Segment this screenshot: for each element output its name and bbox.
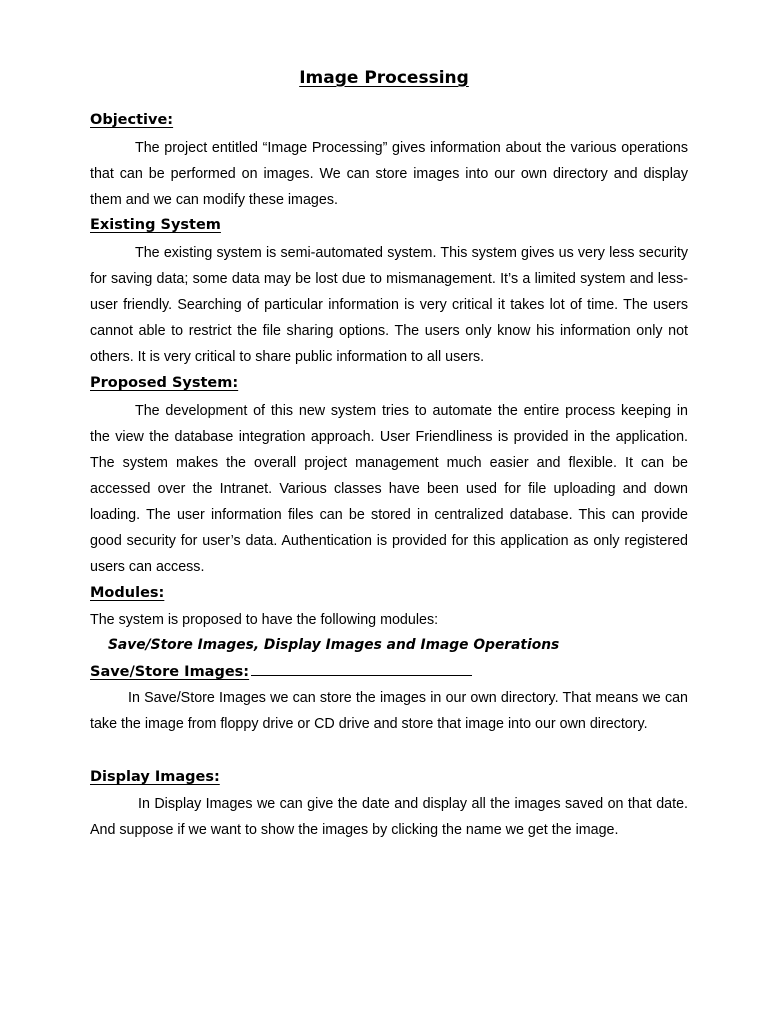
display-images-paragraph: In Display Images we can give the date and display all the images saved on that date. And suppose if we want to show the images by clicking the name we get the image. (90, 796, 688, 838)
existing-system-paragraph: The existing system is semi-automated system. This system gives us very less security for saving data; some data may be lost due to mismanagement. It’s a limited system and less-user friendly. Searching of particular information is very critical it takes lot of time. The users cannot able to restrict the file sharing options. The users only know his information only not others. It is very critical to share public information to all users. (90, 245, 688, 365)
objective-paragraph: The project entitled “Image Processing” gives information about the various operations that can be performed on images. We can store images into our own directory and display them and we can modify these images. (90, 140, 688, 208)
heading-underline-rule (251, 661, 472, 676)
save-store-images-heading-text: Save/Store Images: (90, 664, 250, 680)
modules-heading: Modules: (90, 585, 165, 601)
save-store-images-heading (90, 661, 472, 682)
page-title-text: Image Processing (299, 68, 469, 88)
objective-heading: Objective: (90, 112, 174, 128)
modules-intro: The system is proposed to have the following modules: (90, 612, 439, 628)
existing-system-heading: Existing System (90, 217, 221, 233)
modules-list: Save/Store Images, Display Images and Image Operations (108, 637, 560, 653)
save-store-images-paragraph: In Save/Store Images we can store the images in our own directory. That means we can take the image from floppy drive or CD drive and store that image into our own directory. (90, 690, 688, 732)
page-title (0, 66, 768, 90)
display-images-heading: Display Images: (90, 769, 220, 785)
proposed-system-paragraph: The development of this new system tries to automate the entire process keeping in the view the database integration approach. User Friendliness is provided in the application. The system makes the overall project management much easier and flexible. It can be accessed over the Intranet. Various classes have been used for file uploading and down loading. The user information files can be stored in centralized database. This can provide good security for user’s data. Authentication is provided for this application as only registered users can access. (90, 403, 688, 575)
proposed-system-heading: Proposed System: (90, 375, 239, 391)
